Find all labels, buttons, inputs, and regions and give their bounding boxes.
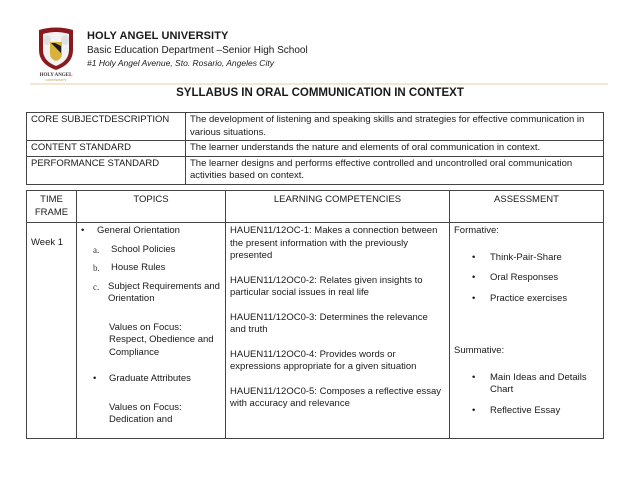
bullet-icon: • [81, 225, 85, 236]
bullet-icon: • [472, 251, 476, 263]
header-competencies: LEARNING COMPETENCIES [226, 191, 450, 223]
document-title: SYLLABUS IN ORAL COMMUNICATION IN CONTEXT [176, 87, 464, 99]
header-time-frame: TIME FRAME [27, 191, 77, 223]
bullet-icon: • [472, 272, 476, 283]
table-row [27, 113, 604, 141]
bullet-icon: • [472, 292, 476, 304]
bullet-icon: • [93, 373, 97, 384]
topics-cell [77, 223, 226, 439]
competency-item: HAUEN11/12OC0-2: Relates given insights to particular social issues in real life [230, 274, 423, 298]
subtopic-item: b. House Rules [93, 262, 166, 273]
table-row [27, 156, 604, 184]
standard-label: PERFORMANCE STANDARD [27, 156, 186, 184]
values-on-focus: Values on Focus: Respect, Obedience and Compliance [109, 321, 214, 358]
standard-value: The development of listening and speaking skills and strategies for effective communication in various situations. [186, 113, 604, 141]
time-frame-cell: Week 1 [27, 223, 77, 439]
topic-item: • Graduate Attributes [93, 373, 191, 384]
university-address: #1 Holy Angel Avenue, Sto. Rosario, Angeles City [87, 58, 274, 68]
standards-table [26, 112, 604, 185]
table-row [27, 141, 604, 157]
bullet-icon: • [472, 371, 476, 383]
university-name: HOLY ANGEL UNIVERSITY [87, 30, 229, 42]
svg-text:UNIVERSITY: UNIVERSITY [45, 78, 67, 82]
assessment-item: • Oral Responses [472, 272, 559, 283]
table-header-row [27, 191, 604, 223]
assessment-item: • Practice exercises [472, 292, 568, 304]
topic-item: • General Orientation [81, 225, 180, 236]
department-name: Basic Education Department –Senior High School [87, 45, 308, 56]
assessment-item: • Reflective Essay [472, 404, 561, 416]
values-on-focus: Values on Focus: Dedication and [109, 401, 182, 425]
competencies-cell [226, 223, 450, 439]
letterhead [87, 30, 308, 68]
assessment-cell [450, 223, 604, 439]
bullet-icon: • [472, 404, 476, 416]
competency-item: HAUEN11/12OC-1: Makes a connection between the present information with the previously presented [230, 225, 438, 261]
assessment-item: • Main Ideas and Details Chart [472, 371, 587, 395]
header-topics: TOPICS [77, 191, 226, 223]
competency-item: HAUEN11/12OC0-5: Composes a reflective essay with accuracy and relevance [230, 385, 442, 409]
svg-text:HOLY ANGEL: HOLY ANGEL [39, 73, 73, 78]
summative-label: Summative: [454, 345, 505, 356]
syllabus-table [26, 190, 604, 439]
header-assessment: ASSESSMENT [450, 191, 604, 223]
standard-value: The learner designs and performs effective controlled and uncontrolled oral communication activities based on context. [186, 156, 604, 184]
standard-label: CORE SUBJECTDESCRIPTION [27, 113, 186, 141]
competency-item: HAUEN11/12OC0-4: Provides words or expressions appropriate for a given situation [230, 348, 417, 372]
university-crest-logo [33, 26, 79, 82]
header-divider [30, 83, 608, 85]
standard-value: The learner understands the nature and elements of oral communication in context. [186, 141, 604, 157]
standard-label: CONTENT STANDARD [27, 141, 186, 157]
formative-label: Formative: [454, 225, 499, 236]
subtopic-item: c. Subject Requirements and Orientation [93, 280, 220, 304]
assessment-item: • Think-Pair-Share [472, 251, 562, 263]
table-row [27, 223, 604, 439]
subtopic-item: a. School Policies [93, 243, 176, 255]
competency-item: HAUEN11/12OC0-3: Determines the relevance and truth [230, 311, 428, 335]
